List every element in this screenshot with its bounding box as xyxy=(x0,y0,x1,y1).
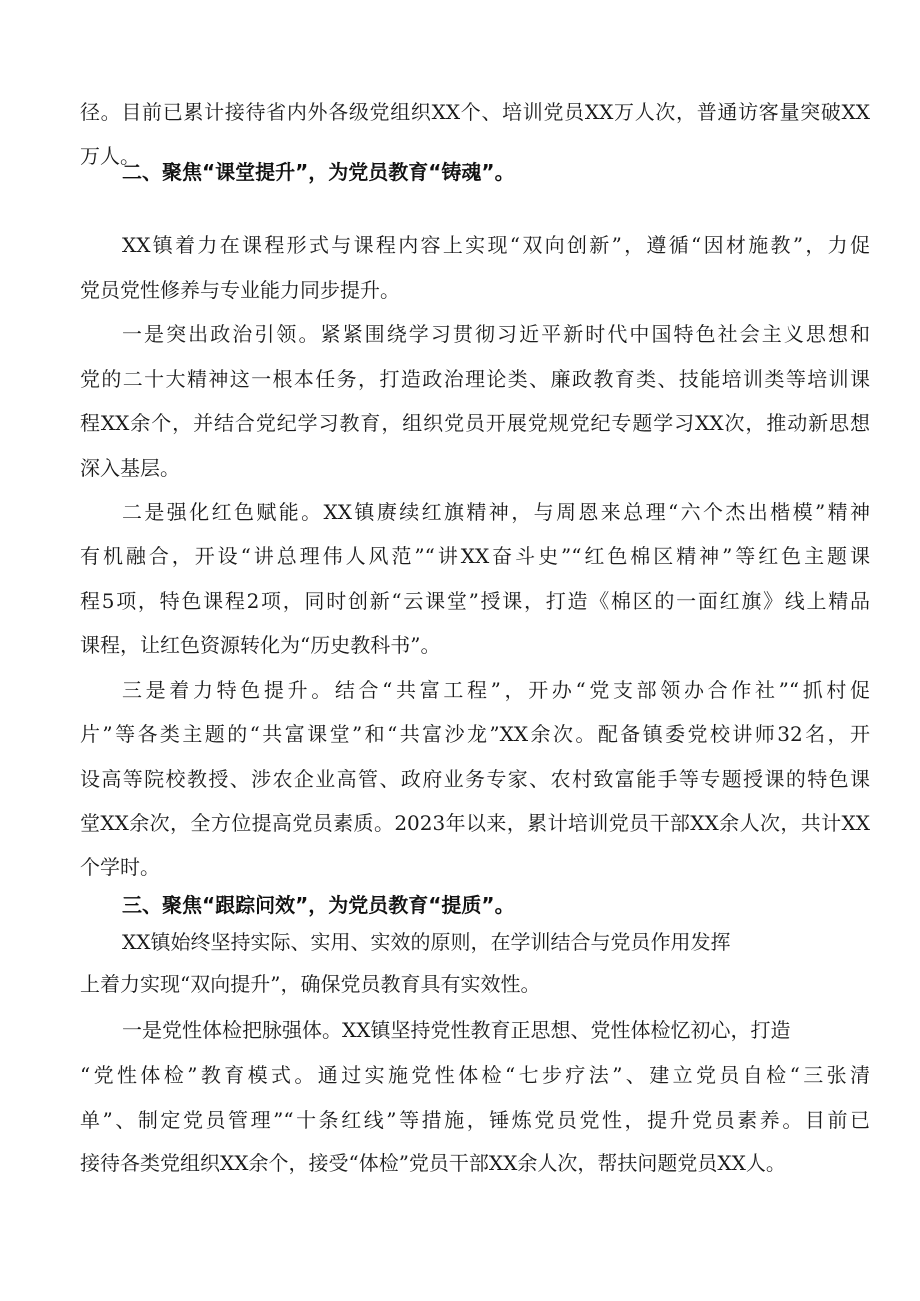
text-line: 二是强化红色赋能。XX镇赓续红旗精神，与周恩来总理“六个杰出楷模”精神 xyxy=(122,500,870,524)
text-line: 三是着力特色提升。结合“共富工程”，开办“党支部领办合作社”“抓村促 xyxy=(122,678,870,702)
text-line: 深入基层。 xyxy=(80,456,180,480)
text-line: 党员党性修养与专业能力同步提升。 xyxy=(80,278,400,302)
text-line: 堂XX余次，全方位提高党员素质。2023年以来，累计培训党员干部XX余人次，共计XX xyxy=(80,811,870,835)
text-line: 程XX余个，并结合党纪学习教育，组织党员开展党规党纪专题学习XX次，推动新思想 xyxy=(80,411,870,435)
text-line: 程5项，特色课程2项，同时创新“云课堂”授课，打造《棉区的一面红旗》线上精品 xyxy=(80,589,870,613)
section-heading-2: 二、聚焦“课堂提升”，为党员教育“铸魂”。 xyxy=(122,160,515,184)
text-line: 片”等各类主题的“共富课堂”和“共富沙龙”XX余次。配备镇委党校讲师32名，开 xyxy=(80,722,870,746)
text-line: “党性体检”教育模式。通过实施党性体检“七步疗法”、建立党员自检“三张清 xyxy=(80,1063,870,1087)
text-line: XX镇始终坚持实际、实用、实效的原则，在学训结合与党员作用发挥 xyxy=(122,930,731,954)
text-line: 万人。 xyxy=(80,144,140,168)
text-line: 一是突出政治引领。紧紧围绕学习贯彻习近平新时代中国特色社会主义思想和 xyxy=(122,322,870,346)
text-line: 接待各类党组织XX余个，接受“体检”党员干部XX余人次，帮扶问题党员XX人。 xyxy=(80,1151,786,1175)
text-line: 上着力实现“双向提升”，确保党员教育具有实效性。 xyxy=(80,972,541,996)
text-line: 个学时。 xyxy=(80,855,160,879)
text-line: 课程，让红色资源转化为“历史教科书”。 xyxy=(80,633,441,657)
text-line: 单”、制定党员管理”“十条红线”等措施，锤炼党员党性，提升党员素养。目前已 xyxy=(80,1108,870,1132)
text-line: 党的二十大精神这一根本任务，打造政治理论类、廉政教育类、技能培训类等培训课 xyxy=(80,367,870,391)
text-line: 有机融合，开设“讲总理伟人风范”“讲XX奋斗史”“红色棉区精神”等红色主题课 xyxy=(80,544,870,568)
text-line: XX镇着力在课程形式与课程内容上实现“双向创新”，遵循“因材施教”，力促 xyxy=(122,233,870,257)
text-line: 设高等院校教授、涉农企业高管、政府业务专家、农村致富能手等专题授课的特色课 xyxy=(80,767,870,791)
section-heading-3: 三、聚焦“跟踪问效”，为党员教育“提质”。 xyxy=(122,893,515,917)
text-line: 一是党性体检把脉强体。XX镇坚持党性教育正思想、党性体检忆初心，打造 xyxy=(122,1018,791,1042)
text-line: 径。目前已累计接待省内外各级党组织XX个、培训党员XX万人次，普通访客量突破XX xyxy=(80,100,870,124)
